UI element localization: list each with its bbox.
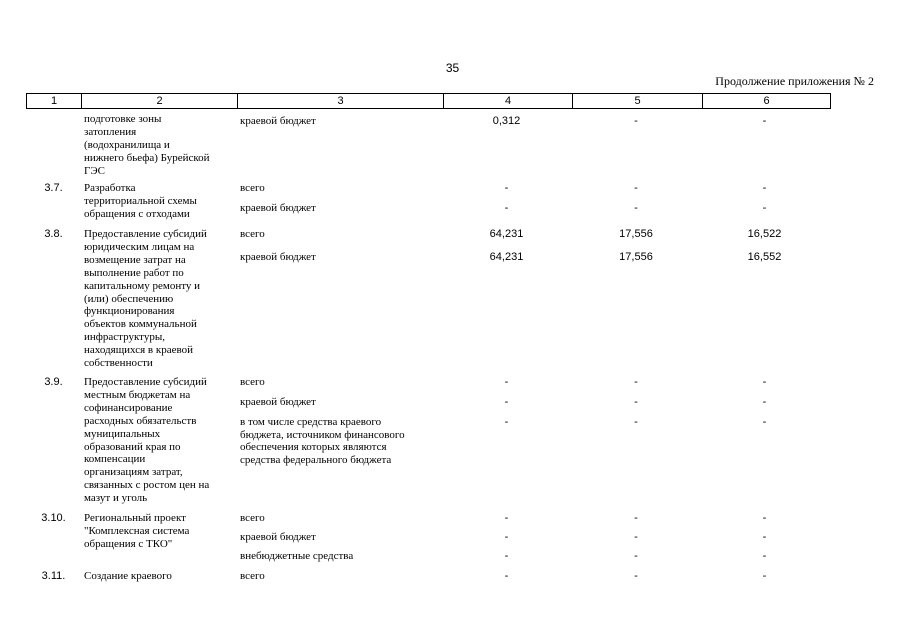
value-col6: 16,552 xyxy=(747,251,782,263)
value-col6: - xyxy=(762,115,767,127)
item-description: Разработка территориальной схемы обращения с отходами xyxy=(84,182,197,220)
column-header-5: 5 xyxy=(573,94,703,108)
value-col5: - xyxy=(634,550,638,562)
funding-source: краевой бюджет xyxy=(240,115,316,127)
value-col4: - xyxy=(504,416,509,428)
funding-source: краевой бюджет xyxy=(240,202,316,214)
item-code: 3.7. xyxy=(44,182,63,194)
value-col6: - xyxy=(762,550,767,562)
funding-source: всего xyxy=(240,228,265,240)
funding-source: в том числе средства краевого бюджета, источником финансового обеспечения которых являются средства федерального бюджета xyxy=(240,416,405,466)
value-col6: - xyxy=(762,570,767,582)
value-col5: - xyxy=(634,202,638,214)
value-col4: - xyxy=(504,396,509,408)
value-col5: - xyxy=(634,416,638,428)
funding-source: всего xyxy=(240,570,265,582)
value-col5: 17,556 xyxy=(619,228,653,240)
item-description: Создание краевого xyxy=(84,570,172,582)
funding-source: всего xyxy=(240,376,265,388)
value-col6: 16,522 xyxy=(747,228,782,240)
value-col4: - xyxy=(504,550,509,562)
value-col5: - xyxy=(634,182,638,194)
column-header-4: 4 xyxy=(444,94,573,108)
funding-source: внебюджетные средства xyxy=(240,550,354,562)
value-col5: - xyxy=(634,531,638,543)
value-col4: - xyxy=(504,182,509,194)
funding-source: всего xyxy=(240,512,265,524)
item-description: Предоставление субсидий юридическим лицам на возмещение затрат на выполнение работ по капитальному ремонту и (или) обеспечению функционирования объектов коммунальной инфраструктуры, находящихся в краевой собственности xyxy=(84,228,207,370)
value-col6: - xyxy=(762,182,767,194)
value-col4: - xyxy=(504,531,509,543)
value-col6: - xyxy=(762,202,767,214)
value-col4: - xyxy=(504,202,509,214)
funding-source: всего xyxy=(240,182,265,194)
item-description: Предоставление субсидий местным бюджетам на софинансирование расходных обязательств муниципальных образований края по компенсации организациям затрат, связанных с ростом цен на мазут и уголь xyxy=(84,376,210,505)
value-col4: 64,231 xyxy=(489,251,524,263)
funding-source: краевой бюджет xyxy=(240,396,316,408)
value-col6: - xyxy=(762,396,767,408)
page-number: 35 xyxy=(445,61,460,75)
appendix-continuation-label: Продолжение приложения № 2 xyxy=(715,74,874,88)
value-col4: - xyxy=(504,570,509,582)
value-col6: - xyxy=(762,512,767,524)
item-code: 3.9. xyxy=(44,376,63,388)
value-col4: 64,231 xyxy=(489,228,524,240)
value-col6: - xyxy=(762,416,767,428)
value-col4: 0,312 xyxy=(492,115,521,127)
item-code: 3.11. xyxy=(41,570,66,582)
item-code: 3.10. xyxy=(41,512,66,524)
value-col5: - xyxy=(634,512,638,524)
item-description: Региональный проект "Комплексная система обращения с ТКО" xyxy=(84,512,190,550)
value-col6: - xyxy=(762,531,767,543)
value-col5: - xyxy=(634,376,638,388)
column-header-1: 1 xyxy=(27,94,82,108)
value-col5: - xyxy=(634,396,638,408)
value-col4: - xyxy=(504,512,509,524)
funding-source: краевой бюджет xyxy=(240,251,316,263)
value-col6: - xyxy=(762,376,767,388)
value-col4: - xyxy=(504,376,509,388)
table-header-row xyxy=(26,93,831,109)
funding-source: краевой бюджет xyxy=(240,531,316,543)
column-header-3: 3 xyxy=(238,94,444,108)
value-col5: 17,556 xyxy=(619,251,653,263)
value-col5: - xyxy=(634,570,638,582)
column-header-6: 6 xyxy=(763,95,770,107)
value-col5: - xyxy=(634,115,638,127)
item-description: подготовке зоны затопления (водохранилища и нижнего бьефа) Бурейской ГЭС xyxy=(84,113,210,177)
item-code: 3.8. xyxy=(44,228,63,240)
column-header-2: 2 xyxy=(82,94,238,108)
